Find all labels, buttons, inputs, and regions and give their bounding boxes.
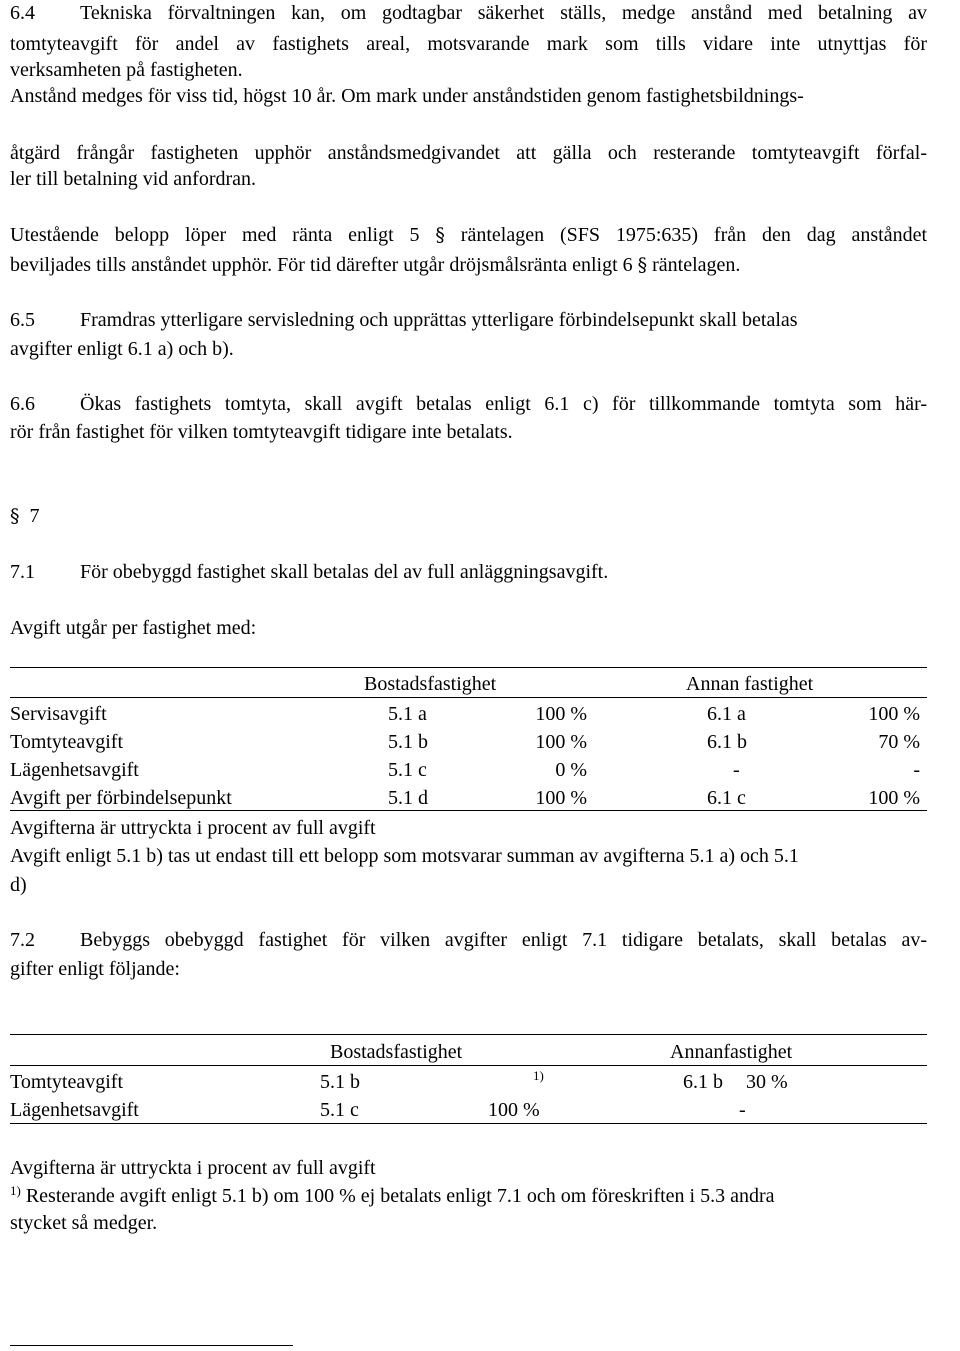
- page-footer-rule: [10, 1345, 293, 1346]
- para-anstand-line-3: ler till betalning vid anfordran.: [10, 168, 257, 190]
- para-utestaende-line-1: Utestående belopp löper med ränta enligt 5 § räntelagen (SFS 1975:635) från den dag anståndet: [10, 224, 928, 246]
- table1-header-annan: Annan fastighet: [686, 673, 814, 695]
- section-number: 7.1: [10, 561, 35, 583]
- section-7-heading: § 7: [10, 505, 40, 527]
- para-7-2-line-1: 7.2 Bebyggs obebyggd fastighet för vilken avgifter enligt 7.1 tidigare betalats, skall betalas av-: [10, 929, 927, 951]
- para-utestaende-line-2: beviljades tills anståndet upphör. För tid därefter utgår dröjsmålsränta enligt 6 § räntelagen.: [10, 254, 741, 276]
- table2-header-rule: [10, 1065, 927, 1066]
- section-sign: §: [435, 224, 445, 246]
- para-6-4-line-3: verksamheten på fastigheten.: [10, 59, 243, 81]
- footnote-mark: 1): [10, 1183, 21, 1198]
- table2-bottom-rule: [10, 1123, 927, 1124]
- section-number: 6.5: [10, 309, 35, 331]
- para-7-2-line-2: gifter enligt följande:: [10, 958, 180, 980]
- para-6-6-line-1: 6.6 Ökas fastighets tomtyta, skall avgift betalas enligt 6.1 c) för tillkommande tomtyta som här-: [10, 393, 927, 415]
- para-anstand-line-2: åtgärd frångår fastigheten upphör anståndsmedgivandet att gälla och resterande tomtyteavgift förfal-: [10, 142, 927, 164]
- table1-bottom-rule: [10, 810, 927, 811]
- para-limit-line-1: Avgift enligt 5.1 b) tas ut endast till ett belopp som motsvarar summan av avgifterna 5.1 a) och 5.1: [10, 845, 799, 867]
- section-sign: §: [637, 254, 648, 276]
- para-6-5-line-2: avgifter enligt 6.1 a) och b).: [10, 338, 234, 360]
- table1-note: Avgifterna är uttryckta i procent av full avgift: [10, 817, 376, 839]
- table2-top-rule: [10, 1034, 927, 1035]
- para-6-4-line-2: tomtyteavgift för andel av fastighets areal, motsvarande mark som tills vidare inte utnyttjas för: [10, 33, 927, 55]
- table2-header-annan: Annanfastighet: [670, 1041, 793, 1063]
- para-6-6-line-2: rör från fastighet för vilken tomtyteavgift tidigare inte betalats.: [10, 421, 513, 443]
- section-number: 6.6: [10, 393, 35, 415]
- table1-header-bostad: Bostadsfastighet: [364, 673, 497, 695]
- footnote-line-2: stycket så medger.: [10, 1212, 158, 1234]
- para-anstand-line-1: Anstånd medges för viss tid, högst 10 år. Om mark under anståndstiden genom fastighetsbildnings-: [10, 85, 804, 107]
- footnote-line-1: $^{1)}$ Resterande avgift enligt 5.1 b) om 100 % ej betalats enligt 7.1 och om föreskriften i 5.3 andra: [10, 1183, 775, 1207]
- para-limit-line-2: d): [10, 874, 27, 896]
- para-7-1: 7.1 För obebyggd fastighet skall betalas del av full anläggningsavgift.: [10, 561, 609, 583]
- footnote-ref: 1): [533, 1068, 544, 1083]
- table2-header-bostad: Bostadsfastighet: [330, 1041, 463, 1063]
- para-avgift-per: Avgift utgår per fastighet med:: [10, 617, 257, 639]
- table2-note: Avgifterna är uttryckta i procent av full avgift: [10, 1157, 376, 1179]
- section-number: 7.2: [10, 929, 35, 951]
- para-6-5-line-1: 6.5 Framdras ytterligare servisledning och upprättas ytterligare förbindelsepunkt skall betalas: [10, 309, 798, 331]
- section-number: 6.4: [10, 2, 35, 24]
- para-6-4-line-1: 6.4 Tekniska förvaltningen kan, om godtagbar säkerhet ställs, medge anstånd med betalning av: [10, 2, 927, 24]
- table1-header-rule: [10, 697, 927, 698]
- table1-top-rule: [10, 667, 927, 668]
